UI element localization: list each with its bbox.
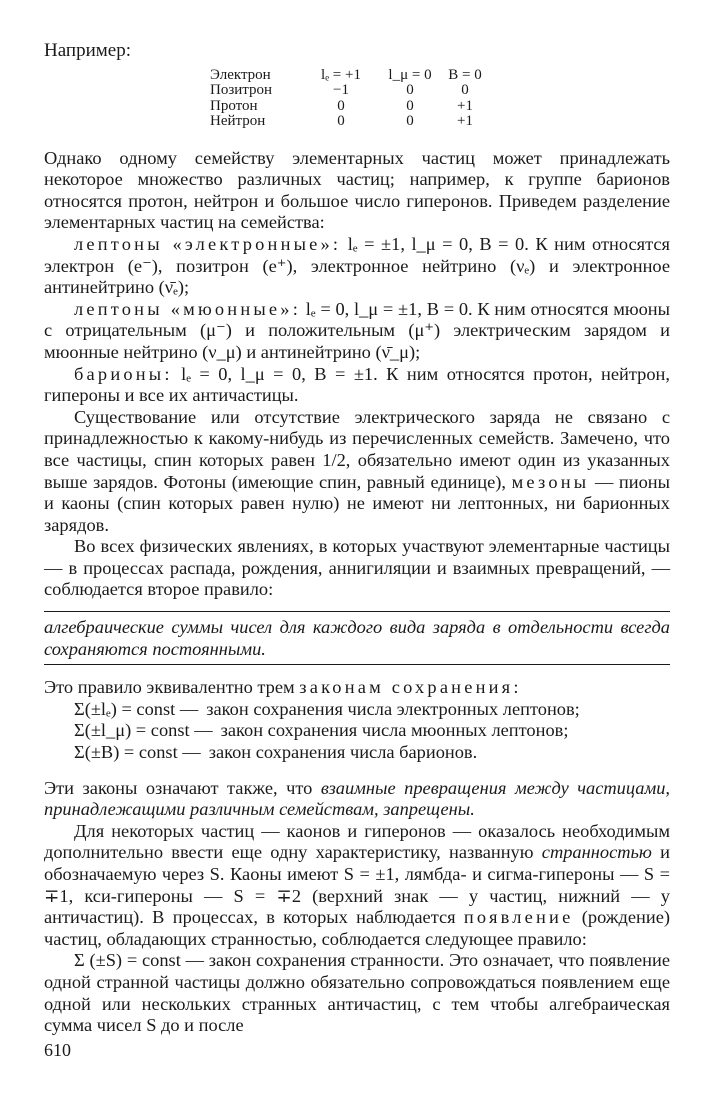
table-cell: 0: [337, 97, 345, 114]
table-cell: 0: [406, 97, 414, 114]
paragraph: Во всех физических явлениях, в которых участвуют элементарные частицы — в процессах распада, рождения, аннигиляции и взаимных превращений, — соблюдается второе правило:: [44, 536, 670, 600]
paragraph-text: — пионы и каоны (спин которых равен нулю) не имеют ни лептонных, ни барионных зарядов.: [44, 471, 670, 535]
law-formula: Σ(±lₑ) = const —: [74, 698, 199, 719]
paragraph-text: (рождение) частиц, обладающих странностью, соблюдается следующее правило:: [44, 907, 671, 949]
paragraph-text: Для некоторых частиц — каонов и гиперонов — оказалось необходимым дополнительно ввести еще одну характеристику, названную: [44, 820, 670, 863]
page-body: [44, 40, 670, 1037]
table-row: [210, 99, 490, 115]
table-cell: 0: [406, 82, 414, 99]
family-muon: [44, 299, 670, 364]
table-row: [210, 83, 490, 99]
family-text: lₑ = 0, l_μ = 0, B = ±1. К ним относятся протон, нейтрон, гипероны и все их античастицы.: [44, 363, 670, 406]
law-text: закон сохранения числа мюонных лептонов;: [220, 720, 569, 741]
paragraph: Однако одному семейству элементарных частиц может принадлежать некоторое множество различных частиц; например, к группе барионов относятся протон, нейтрон и большое число гиперонов. Приведем разделение элементарных частиц на семейства:: [44, 147, 670, 233]
paragraph: [44, 778, 670, 821]
table-cell: l_μ = 0: [388, 66, 432, 83]
table-cell: 0: [406, 113, 414, 130]
paragraph: [44, 677, 670, 699]
paragraph: Σ (±S) = const — закон сохранения странности. Это означает, что появление одной странной частицы должно обязательно сопровождаться появлением еще одной или нескольких странных античастиц, с тем чтобы алгебраическая сумма чисел S до и после: [44, 950, 670, 1036]
table-cell: Электрон: [210, 66, 271, 83]
family-electron: [44, 234, 670, 299]
divider: [44, 611, 670, 612]
law-formula: Σ(±l_μ) = const —: [74, 720, 213, 741]
page-number: 610: [44, 1040, 71, 1060]
family-label: лептоны «электронные»:: [74, 233, 342, 254]
paragraph-text: Это правило эквивалентно трем: [44, 677, 300, 698]
example-table: [210, 68, 490, 130]
conservation-laws: [74, 699, 656, 764]
italic-text: взаимные превращения между частицами, принадлежащими различным семействам, запрещены.: [44, 777, 670, 820]
table-row: [210, 68, 490, 84]
table-cell: 0: [337, 113, 345, 130]
family-label: барионы:: [74, 363, 173, 384]
table-cell: −1: [333, 82, 349, 99]
spaced-term: мезоны: [511, 471, 590, 492]
family-baryon: [44, 364, 670, 407]
law-row: [74, 742, 656, 764]
table-cell: 0: [461, 82, 469, 99]
table-cell: Протон: [210, 97, 258, 114]
table-cell: Позитрон: [210, 82, 273, 99]
law-text: закон сохранения числа электронных лептонов;: [206, 698, 580, 719]
family-label: лептоны «мюонные»:: [74, 298, 301, 319]
family-text: lₑ = ±1, l_μ = 0, B = 0. К ним относятся электрон (e⁻), позитрон (e⁺), электронное нейтрино (νₑ) и электронное антинейтрино (ν̄ₑ);: [44, 233, 670, 298]
family-text: lₑ = 0, l_μ = ±1, B = 0. К ним относятся мюоны с отрицательным (μ⁻) и положительным (μ⁺) электрическим зарядом и мюонные нейтрино (ν_μ) и антинейтрино (ν̄_μ);: [44, 298, 670, 362]
law-row: [74, 720, 656, 742]
paragraph-text: и обозначаемую через S. Каоны имеют S = ±1, лямбда- и сигма-гипероны — S = ∓1, кси-гипероны — S = ∓2 (верхний знак — у частиц, нижний — у античастиц). В процессах, в которых наблюдается: [44, 842, 670, 928]
table-cell: Нейтрон: [210, 113, 266, 130]
paragraph: [44, 821, 670, 951]
table-cell: +1: [457, 113, 473, 130]
intro-heading: Например:: [44, 40, 131, 61]
table-cell: lₑ = +1: [321, 66, 361, 83]
divider: [44, 664, 670, 665]
paragraph-text: :: [513, 677, 519, 698]
paragraph: [44, 407, 670, 537]
spaced-term: законам сохранения: [299, 677, 514, 698]
spaced-term: появление: [463, 907, 574, 928]
law-text: закон сохранения числа барионов.: [208, 742, 478, 763]
italic-text: странностью: [541, 842, 652, 863]
table-cell: B = 0: [448, 66, 482, 83]
law-formula: Σ(±B) = const —: [74, 742, 201, 763]
paragraph-text: Эти законы означают также, что: [44, 777, 321, 798]
law-row: [74, 699, 656, 721]
table-cell: +1: [457, 97, 473, 114]
rule-statement: алгебраические суммы чисел для каждого вида заряда в отдельности всегда сохраняются постоянными.: [44, 617, 670, 659]
paragraph-text: Существование или отсутствие электрического заряда не связано с принадлежностью к какому-нибудь из перечисленных семейств. Замечено, что все частицы, спин которых равен 1/2, обязательно имеют один из указанных выше зарядов. Фотоны (имеющие спин, равный единице),: [44, 406, 670, 492]
table-row: [210, 114, 490, 130]
